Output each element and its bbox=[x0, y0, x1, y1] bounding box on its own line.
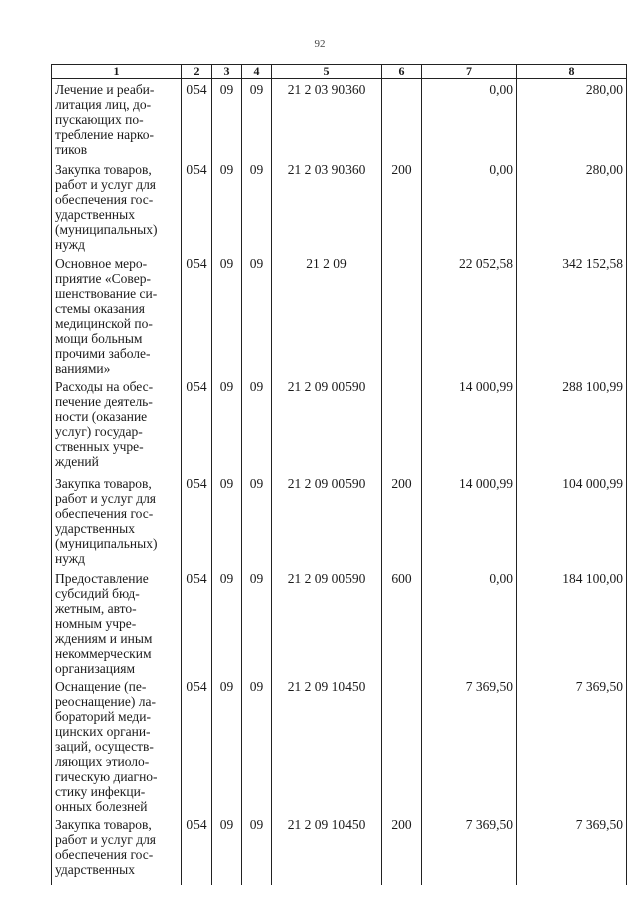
expense-name: Закупка товаров, работ и услуг для обеспечения гос- ударственных bbox=[52, 814, 182, 885]
ministry-code: 054 bbox=[182, 253, 212, 376]
column-header: 3 bbox=[212, 65, 242, 79]
expense-type-code: 200 bbox=[382, 814, 422, 885]
ministry-code: 054 bbox=[182, 814, 212, 885]
section-code: 09 bbox=[212, 568, 242, 676]
target-article-code: 21 2 09 bbox=[272, 253, 382, 376]
column-header: 6 bbox=[382, 65, 422, 79]
section-code: 09 bbox=[212, 79, 242, 160]
amount-col7: 22 052,58 bbox=[422, 253, 517, 376]
expense-name: Лечение и реаби- литация лиц, до- пускающих по- требление нарко- тиков bbox=[52, 79, 182, 160]
target-article-code: 21 2 09 10450 bbox=[272, 676, 382, 814]
table-row bbox=[52, 568, 627, 676]
section-code: 09 bbox=[212, 814, 242, 885]
page-number: 92 bbox=[314, 38, 326, 50]
ministry-code: 054 bbox=[182, 473, 212, 568]
amount-col8: 104 000,99 bbox=[517, 473, 627, 568]
amount-col7: 7 369,50 bbox=[422, 676, 517, 814]
expense-name: Основное меро- приятие «Совер- шенствование си- стемы оказания медицинской по- мощи больным прочими заболе- ваниями» bbox=[52, 253, 182, 376]
ministry-code: 054 bbox=[182, 79, 212, 160]
subsection-code: 09 bbox=[242, 568, 272, 676]
amount-col8: 280,00 bbox=[517, 79, 627, 160]
amount-col7: 0,00 bbox=[422, 568, 517, 676]
table-row bbox=[52, 79, 627, 160]
expense-type-code: 600 bbox=[382, 568, 422, 676]
column-header: 5 bbox=[272, 65, 382, 79]
expense-type-code bbox=[382, 376, 422, 473]
target-article-code: 21 2 09 10450 bbox=[272, 814, 382, 885]
target-article-code: 21 2 09 00590 bbox=[272, 376, 382, 473]
column-header: 1 bbox=[52, 65, 182, 79]
amount-col8: 7 369,50 bbox=[517, 814, 627, 885]
amount-col8: 280,00 bbox=[517, 159, 627, 253]
amount-col7: 0,00 bbox=[422, 159, 517, 253]
expense-type-code: 200 bbox=[382, 473, 422, 568]
table-row bbox=[52, 376, 627, 473]
target-article-code: 21 2 09 00590 bbox=[272, 473, 382, 568]
amount-col8: 288 100,99 bbox=[517, 376, 627, 473]
subsection-code: 09 bbox=[242, 676, 272, 814]
subsection-code: 09 bbox=[242, 473, 272, 568]
column-header: 8 bbox=[517, 65, 627, 79]
header-row bbox=[52, 65, 627, 79]
column-header: 2 bbox=[182, 65, 212, 79]
ministry-code: 054 bbox=[182, 676, 212, 814]
section-code: 09 bbox=[212, 253, 242, 376]
subsection-code: 09 bbox=[242, 814, 272, 885]
table-row bbox=[52, 676, 627, 814]
expense-name: Оснащение (пе- реоснащение) ла- бораторий меди- цинских органи- заций, осуществ- ляющих этиоло- гическую диагно- стику инфекци- онных болезней bbox=[52, 676, 182, 814]
table-row bbox=[52, 159, 627, 253]
amount-col8: 184 100,00 bbox=[517, 568, 627, 676]
expense-type-code bbox=[382, 676, 422, 814]
target-article-code: 21 2 03 90360 bbox=[272, 159, 382, 253]
amount-col7: 14 000,99 bbox=[422, 376, 517, 473]
subsection-code: 09 bbox=[242, 376, 272, 473]
amount-col7: 0,00 bbox=[422, 79, 517, 160]
amount-col8: 7 369,50 bbox=[517, 676, 627, 814]
section-code: 09 bbox=[212, 159, 242, 253]
amount-col7: 7 369,50 bbox=[422, 814, 517, 885]
budget-table bbox=[51, 64, 627, 885]
expense-type-code bbox=[382, 79, 422, 160]
ministry-code: 054 bbox=[182, 159, 212, 253]
ministry-code: 054 bbox=[182, 376, 212, 473]
table-row bbox=[52, 814, 627, 885]
expense-type-code: 200 bbox=[382, 159, 422, 253]
column-header: 7 bbox=[422, 65, 517, 79]
target-article-code: 21 2 03 90360 bbox=[272, 79, 382, 160]
amount-col7: 14 000,99 bbox=[422, 473, 517, 568]
section-code: 09 bbox=[212, 376, 242, 473]
ministry-code: 054 bbox=[182, 568, 212, 676]
subsection-code: 09 bbox=[242, 159, 272, 253]
section-code: 09 bbox=[212, 473, 242, 568]
expense-name: Расходы на обес- печение деятель- ности (оказание услуг) государ- ственных учре- ждений bbox=[52, 376, 182, 473]
subsection-code: 09 bbox=[242, 253, 272, 376]
amount-col8: 342 152,58 bbox=[517, 253, 627, 376]
target-article-code: 21 2 09 00590 bbox=[272, 568, 382, 676]
expense-name: Закупка товаров, работ и услуг для обеспечения гос- ударственных (муниципальных) нужд bbox=[52, 473, 182, 568]
table-row bbox=[52, 473, 627, 568]
expense-type-code bbox=[382, 253, 422, 376]
table-row bbox=[52, 253, 627, 376]
subsection-code: 09 bbox=[242, 79, 272, 160]
column-header: 4 bbox=[242, 65, 272, 79]
section-code: 09 bbox=[212, 676, 242, 814]
expense-name: Предоставление субсидий бюд- жетным, авто- номным учре- ждениям и иным некоммерческим организациям bbox=[52, 568, 182, 676]
expense-name: Закупка товаров, работ и услуг для обеспечения гос- ударственных (муниципальных) нужд bbox=[52, 159, 182, 253]
